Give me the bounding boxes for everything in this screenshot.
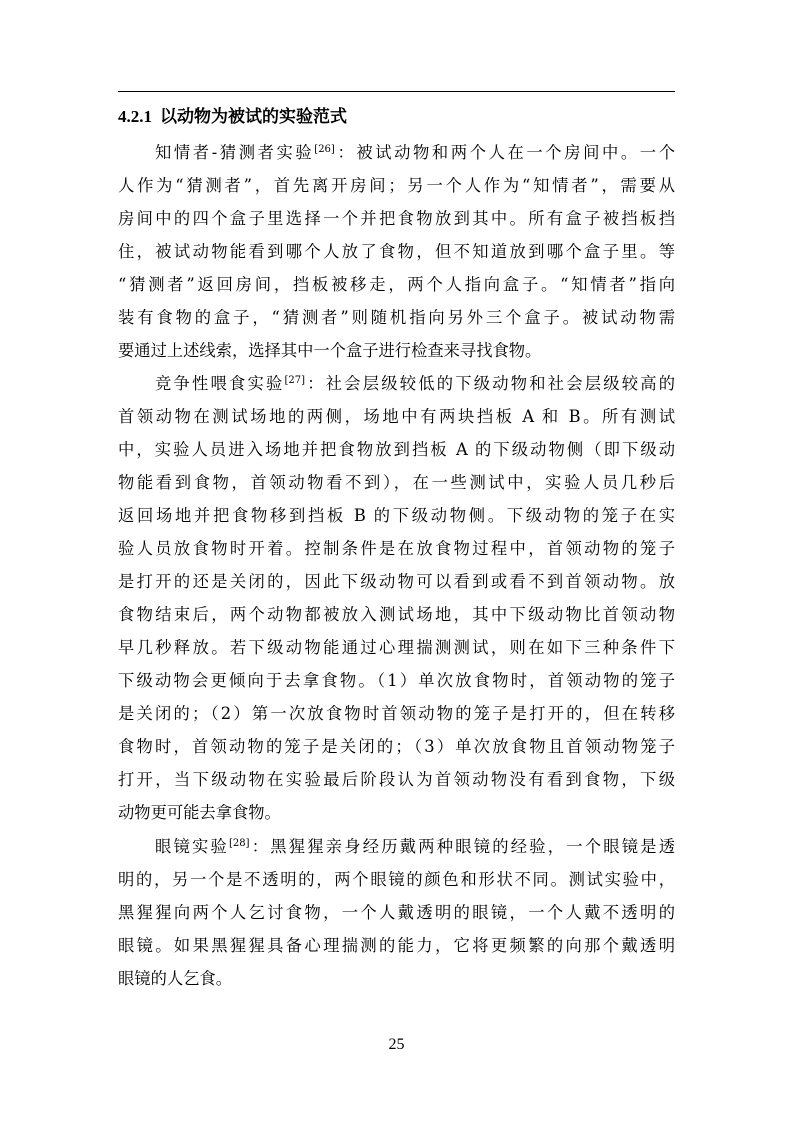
paragraph-line: 知情者-猜测者实验[26]：被试动物和两个人在一个房间中。一个 [155,143,675,162]
paragraph-line: 装有食物的盒子，“猜测者”则随机指向另外三个盒子。被试动物需 [118,308,675,327]
paragraph-goggles [118,830,675,995]
paragraph-line: 明的，另一个是不透明的，两个眼镜的颜色和形状不同。测试实验中， [118,870,675,889]
paragraph-line: 动物更可能去拿食物。 [118,803,281,822]
paragraph-line: 竞争性喂食实验[27]：社会层级较低的下级动物和社会层级较高的 [155,374,675,393]
paragraph-line: 下级动物会更倾向于去拿食物。（1）单次放食物时，首领动物的笼子 [118,671,675,690]
paragraph-line: 黑猩猩向两个人乞讨食物，一个人戴透明的眼镜，一个人戴不透明的 [118,903,675,922]
paragraph-line: 房间中的四个盒子里选择一个并把食物放到其中。所有盒子被挡板挡 [118,209,675,228]
paragraph-line: 早几秒释放。若下级动物能通过心理揣测测试，则在如下三种条件下 [118,638,675,657]
paragraph-line: 验人员放食物时开着。控制条件是在放食物过程中，首领动物的笼子 [118,539,675,558]
paragraph-competitive-feeding [118,367,675,829]
citation-mark: [28] [229,838,250,849]
section-number: 4.2.1 [118,107,152,126]
page-number: 25 [388,1036,405,1053]
paragraph-line: 人作为“猜测者”，首先离开房间；另一个人作为“知情者”，需要从 [118,176,675,195]
paragraph-line: 眼镜实验[28]：黑猩猩亲身经历戴两种眼镜的经验，一个眼镜是透 [155,837,675,856]
paragraph-line: 眼镜。如果黑猩猩具备心理揣测的能力，它将更频繁的向那个戴透明 [118,936,675,955]
citation-mark: [26] [314,144,335,155]
paragraph-line: 眼镜的人乞食。 [118,969,232,988]
paragraph-line: 要通过上述线索，选择其中一个盒子进行检查来寻找食物。 [118,341,542,360]
paragraph-line: 是关闭的；（2）第一次放食物时首领动物的笼子是打开的，但在转移 [118,704,675,723]
experiment-term: 眼镜实验[28] [155,837,250,856]
header-rule [118,91,675,92]
paragraph-line: 食物时，首领动物的笼子是关闭的；（3）单次放食物且首领动物笼子 [118,737,675,756]
paragraph-line: 中，实验人员进入场地并把食物放到挡板 A 的下级动物侧（即下级动 [118,440,675,459]
paragraph-line: 住，被试动物能看到哪个人放了食物，但不知道放到哪个盒子里。等 [118,242,675,261]
section-heading [118,104,675,130]
citation-mark: [27] [284,375,306,386]
paragraph-line: 是打开的还是关闭的，因此下级动物可以看到或看不到首领动物。放 [118,572,675,591]
section-title: 以动物为被试的实验范式 [160,107,347,127]
paragraph-line: 打开，当下级动物在实验最后阶段认为首领动物没有看到食物，下级 [118,770,675,789]
paragraph-line: 食物结束后，两个动物都被放入测试场地，其中下级动物比首领动物 [118,605,675,624]
paragraph-line: “猜测者”返回房间，挡板被移走，两个人指向盒子。“知情者”指向 [118,275,675,294]
paragraph-line: 返回场地并把食物移到挡板 B 的下级动物侧。下级动物的笼子在实 [118,506,675,525]
experiment-term: 竞争性喂食实验[27] [155,374,306,393]
experiment-term: 知情者-猜测者实验[26] [155,143,335,162]
paragraph-line: 物能看到食物，首领动物看不到），在一些测试中，实验人员几秒后 [118,473,675,492]
paragraph-line: 首领动物在测试场地的两侧，场地中有两块挡板 A 和 B。所有测试 [118,407,675,426]
paragraph-knower-guesser [118,136,675,367]
